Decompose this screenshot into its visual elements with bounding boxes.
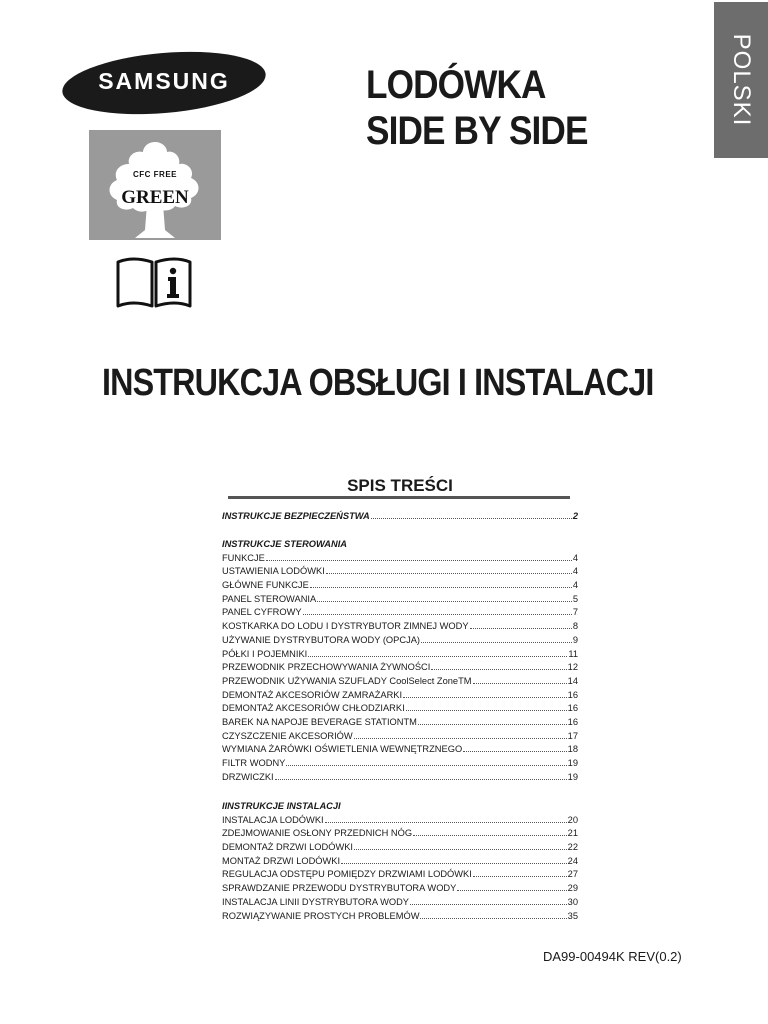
tree-icon [89,130,221,240]
toc-entry-label: PÓŁKI I POJEMNIKI [222,648,308,659]
toc-entry-page: 21 [567,828,578,839]
toc-entry[interactable] [222,758,578,772]
toc-leader-dots [420,911,566,919]
toc-entry[interactable] [222,883,578,897]
toc-leader-dots [266,553,572,561]
toc-entry[interactable] [222,828,578,842]
toc-leader-dots [457,883,566,891]
product-title [366,62,588,154]
toc-entry-page: 18 [567,744,578,755]
toc-entry-label: PANEL CYFROWY [222,607,302,618]
toc-entry[interactable] [222,772,578,786]
toc-divider [228,496,570,499]
toc-entry[interactable] [222,856,578,870]
toc-leader-dots [310,580,572,588]
toc-leader-dots [354,842,567,850]
toc-entry[interactable] [222,621,578,635]
cfc-free-text: CFC FREE [133,170,177,179]
toc-section-title: IINSTRUKCJE INSTALACJI [222,801,341,811]
toc-entry-label: PRZEWODNIK UŻYWANIA SZUFLADY CoolSelect ZoneTM [222,675,472,686]
toc-heading: SPIS TREŚCI [347,476,453,495]
cfc-free-green-badge [89,130,221,240]
toc-entry-label: INSTRUKCJE BEZPIECZEŃSTWA [222,511,370,521]
toc-entry[interactable] [222,897,578,911]
toc-leader-dots [325,815,567,823]
toc-entry-label: FUNKCJE [222,552,265,563]
toc-entry-label: DEMONTAŻ AKCESORIÓW CHŁODZIARKI [222,703,405,714]
toc-entry-label: CZYSZCZENIE AKCESORIÓW [222,730,353,741]
toc-leader-dots [354,731,567,739]
toc-entry-page: 24 [567,855,578,866]
toc-entry-page: 27 [567,869,578,880]
toc-leader-dots [341,856,567,864]
toc-entry-label: FILTR WODNY [222,758,286,768]
toc-entry-label: UŻYWANIE DYSTRYBUTORA WODY (OPCJA) [222,634,421,645]
toc-entry[interactable] [222,662,578,676]
toc-leader-dots [371,511,572,519]
toc-entry-page: 22 [567,842,578,853]
toc-entry[interactable] [222,731,578,745]
toc-entry[interactable] [222,649,578,663]
toc-entry[interactable] [222,690,578,704]
toc-entry-label: DEMONTAŻ AKCESORIÓW ZAMRAŻARKI [222,689,403,700]
toc-entry[interactable] [222,703,578,717]
toc-entry[interactable] [222,744,578,758]
toc-entry-page: 12 [567,662,578,673]
toc-section-operation [222,539,578,785]
toc-entry[interactable] [222,566,578,580]
toc-entry-page: 30 [567,896,578,907]
toc-entry-page: 11 [568,648,578,659]
toc-entry-page: 16 [567,689,578,700]
toc-entry-page: 4 [572,580,578,591]
toc-entry-page: 17 [567,730,578,741]
toc-entry-label: ZDEJMOWANIE OSŁONY PRZEDNICH NÓG [222,828,413,839]
toc-leader-dots [410,897,567,905]
document-code: DA99-00494K REV(0.2) [543,949,682,964]
toc-entry-label: ROZWIĄZYWANIE PROSTYCH PROBLEMÓW [222,910,420,921]
toc-entry-label: USTAWIENIA LODÓWKI [222,566,325,577]
toc-section-installation [222,801,578,924]
toc-entry-page: 2 [572,511,578,521]
toc-entry[interactable] [222,607,578,621]
toc-entry-page: 16 [567,716,578,727]
toc-entry-page: 29 [567,883,578,894]
toc-leader-dots [403,690,567,698]
green-text: GREEN [121,187,189,208]
toc-entry[interactable] [222,676,578,690]
toc-entry[interactable] [222,635,578,649]
toc-leader-dots [463,744,566,752]
language-tab [714,2,768,158]
toc-entry-label: INSTALACJA LINII DYSTRYBUTORA WODY [222,896,410,907]
toc-leader-dots [317,594,572,602]
toc-entry-label: WYMIANA ŻARÓWKI OŚWIETLENIA WEWNĘTRZNEGO [222,744,463,755]
toc-entry[interactable] [222,869,578,883]
toc-entry-page: 4 [572,552,578,563]
toc-entry-label: PANEL STEROWANIA [222,593,317,604]
logo-text: SAMSUNG [98,68,230,94]
toc-entry-label: INSTALACJA LODÓWKI [222,814,324,825]
toc-leader-dots [418,717,567,725]
toc-entry-label: BAREK NA NAPOJE BEVERAGE STATIONTM [222,716,417,727]
toc-entry-page: 9 [572,634,578,645]
toc-entry-label: REGULACJA ODSTĘPU POMIĘDZY DRZWIAMI LODÓWKI [222,869,472,880]
toc-entry-label: KOSTKARKA DO LODU I DYSTRYBUTOR ZIMNEJ WODY [222,621,469,632]
toc-entry-page: 16 [567,703,578,714]
toc-entry-page: 19 [567,771,578,782]
language-tab-label: POLSKI [728,33,755,127]
toc-leader-dots [303,607,572,615]
toc-entry-page: 14 [567,675,578,686]
toc-entry[interactable] [222,594,578,608]
toc-leader-dots [470,621,572,629]
toc-entry-label: MONTAŻ DRZWI LODÓWKI [222,855,341,866]
toc-entry-page: 7 [572,607,578,618]
toc-entry[interactable] [222,553,578,567]
toc-entry[interactable] [222,842,578,856]
toc-entry-label: DEMONTAŻ DRZWI LODÓWKI [222,842,354,853]
toc-entry-page: 8 [572,621,578,632]
toc-section-title: INSTRUKCJE STEROWANIA [222,539,347,549]
toc-leader-dots [406,703,567,711]
toc-entry[interactable] [222,511,578,525]
toc-leader-dots [421,635,572,643]
toc-entry-label: DRZWICZKI [222,771,274,782]
toc-intro [222,511,578,525]
toc-leader-dots [413,828,567,836]
toc-entry[interactable] [222,911,578,925]
product-title-line1: LODÓWKA [366,63,546,107]
toc-entry-page: 35 [567,910,578,921]
toc-leader-dots [275,772,567,780]
toc-leader-dots [473,676,567,684]
toc-leader-dots [308,649,567,657]
toc-entry[interactable] [222,580,578,594]
toc-leader-dots [473,869,567,877]
main-heading: INSTRUKCJA OBSŁUGI I INSTALACJI [102,362,654,404]
toc-entry-label: SPRAWDZANIE PRZEWODU DYSTRYBUTORA WODY [222,883,457,894]
toc-entry-page: 20 [567,814,578,825]
samsung-logo [62,53,266,113]
toc-entry-page: 4 [572,566,578,577]
toc-entry-page: 19 [567,758,578,768]
info-book-icon [115,254,193,315]
toc-entry[interactable] [222,717,578,731]
toc-leader-dots [326,566,572,574]
toc-leader-dots [431,662,566,670]
toc-entry-label: PRZEWODNIK PRZECHOWYWANIA ŻYWNOŚCI [222,662,431,673]
toc-entry-label: GŁÓWNE FUNKCJE [222,580,309,591]
toc-entry-page: 5 [572,593,578,604]
toc-leader-dots [286,758,566,766]
toc-entry[interactable] [222,815,578,829]
product-title-line2: SIDE BY SIDE [366,109,588,153]
